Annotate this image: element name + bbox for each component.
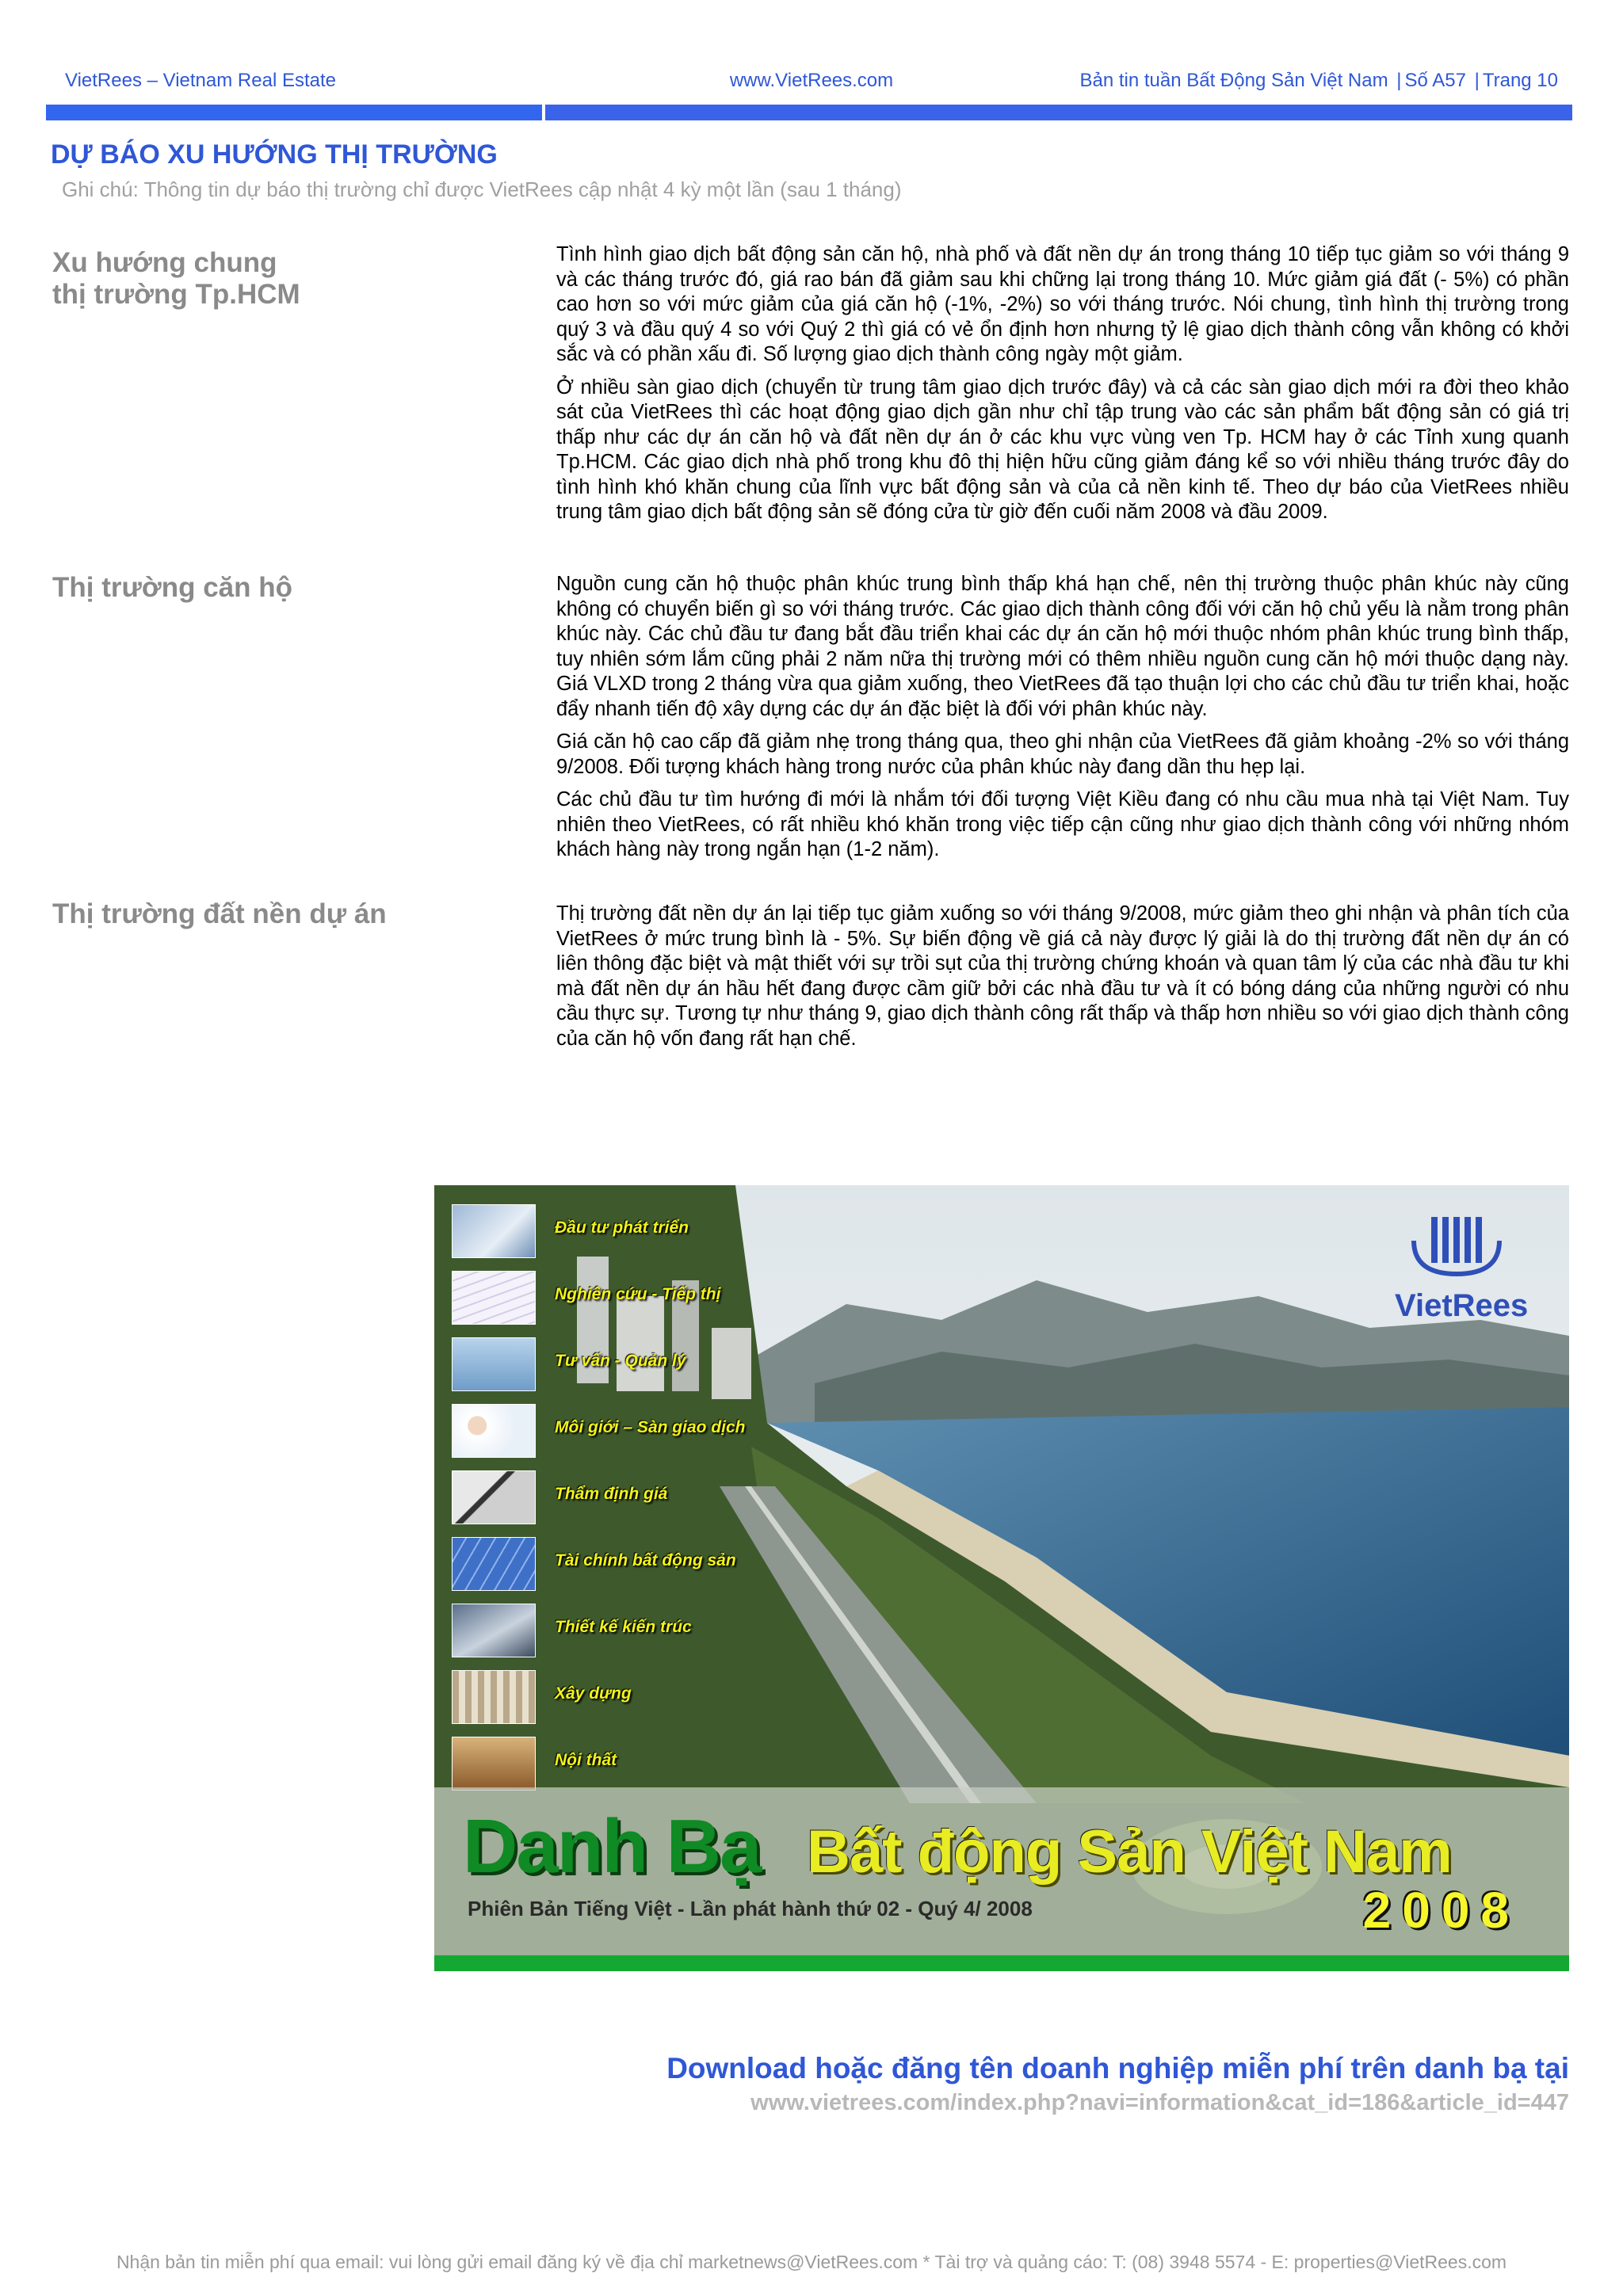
ad-bottom-stripe: [434, 1955, 1569, 1971]
directory-ad-banner[interactable]: [434, 1185, 1569, 1971]
service-item-consulting[interactable]: [452, 1337, 737, 1394]
header-rule-right: [545, 105, 1572, 120]
section-title: DỰ BÁO XU HƯỚNG THỊ TRƯỜNG: [51, 139, 498, 170]
service-label: Nghiên cứu - Tiếp thị: [555, 1285, 721, 1303]
header-site-name: VietRees – Vietnam Real Estate: [65, 70, 336, 91]
topic-heading-market-trend: [52, 247, 300, 311]
paragraph: Nguồn cung căn hộ thuộc phân khúc trung bình thấp khá hạn chế, nên thị trường thuộc phân khúc này cũng không có chuyển biến gì so với tháng trước. Các giao dịch thành công đối với căn hộ chủ yếu là nằm trong phân khúc này. Các chủ đầu tư đang bắt đầu triển khai các dự án căn hộ mới thuộc nhóm phân khúc trung bình thấp, tuy nhiên sớm lắm cũng phải 2 năm nữa thị trường mới có thêm nhiều nguồn cung căn hộ mới thuộc dạng này. Giá VLXD trong 2 tháng vừa qua giảm xuống, theo VietRees đã tạo thuận lợi cho các chủ đầu tư triển khai, hoặc đẩy nhanh tiến độ xây dựng các dự án đặc biệt là đối với phân khúc này.: [556, 573, 1569, 720]
directory-title-country: Bất động Sản Việt Nam: [807, 1818, 1452, 1886]
chart-paper-icon: [452, 1271, 536, 1325]
paragraph: Các chủ đầu tư tìm hướng đi mới là nhắm tới đối tượng Việt Kiều đang có nhu cầu mua nhà tại Việt Nam. Tuy nhiên theo VietRees, có rất nhiều khó khăn trong việc tiếp cận cũng như giao dịch thành công với những nhóm khách hàng này trong ngắn hạn (1-2 năm).: [556, 788, 1569, 860]
service-item-brokerage[interactable]: [452, 1404, 746, 1461]
header-separator: |: [1396, 70, 1402, 91]
service-label: Tài chính bất động sản: [555, 1551, 736, 1569]
heading-line: Thị trường đất nền dự án: [52, 898, 387, 929]
heading-line: Thị trường căn hộ: [52, 572, 292, 603]
solar-panel-icon: [452, 1537, 536, 1591]
page-number: Trang 10: [1482, 70, 1558, 91]
edition-subtitle: Phiên Bản Tiếng Việt - Lần phát hành thứ 02 - Quý 4/ 2008: [468, 1897, 1033, 1920]
service-label: Nội thất: [555, 1751, 617, 1769]
service-item-research[interactable]: [452, 1271, 737, 1328]
topic-body-apartments: [556, 572, 1569, 871]
service-label: Thiết kế kiến trúc: [555, 1618, 692, 1636]
header-separator: |: [1474, 70, 1480, 91]
meeting-icon: [452, 1337, 536, 1391]
paragraph: Tình hình giao dịch bất động sản căn hộ, nhà phố và đất nền dự án trong tháng 10 tiếp tục giảm so với tháng 9 và các tháng trước đó, giá rao bán đã giảm sau khi chững lại trong tháng 10. Mức giảm giá đất (- 5%) có phần cao hơn so với mức giảm của giá căn hộ (-1%, -2%) so với tháng trước. Nói chung, tình hình thị trường trong quý 3 và đầu quý 4 so với Quý 2 thì giá có vẻ ổn định hơn nhưng tỷ lệ giao dịch thành công vẫn không có khởi sắc và có phần xấu đi. Số lượng giao dịch thành công ngày một giảm.: [556, 243, 1569, 365]
service-label: Môi giới – Sàn giao dịch: [555, 1418, 746, 1436]
download-url-link[interactable]: www.vietrees.com/index.php?navi=information&cat_id=186&article_id=447: [750, 2090, 1569, 2115]
paragraph: Giá căn hộ cao cấp đã giảm nhẹ trong tháng qua, theo ghi nhận của VietRees đã giảm khoảng -2% so với tháng 9/2008. Đối tượng khách hàng trong nước của phân khúc này đang dần thu hẹp lại.: [556, 730, 1569, 778]
building-glass-icon: [452, 1204, 536, 1258]
topic-heading-land-projects: [52, 898, 387, 930]
service-label: Đầu tư phát triển: [555, 1219, 689, 1237]
header-website-link[interactable]: www.VietRees.com: [729, 70, 894, 91]
service-label: Xây dựng: [555, 1684, 632, 1703]
paragraph: Ở nhiều sàn giao dịch (chuyển từ trung tâm giao dịch trước đây) và cả các sàn giao dịch mới ra đời theo khảo sát của VietRees thì các hoạt động giao dịch gần như chỉ tập trung vào các sản phẩm bất động sản có giá trị thấp như các dự án căn hộ và đất nền dự án ở các khu vực vùng ven Tp. HCM hay ở các Tỉnh xung quanh Tp.HCM. Các giao dịch nhà phố trong khu đô thị hiện hữu cũng giảm đáng kể so với nhiều tháng trước đây do tình hình khó khăn chung của lĩnh vực bất động sản và của cả nền kinh tế. Theo dự báo của VietRees nhiều trung tâm giao dịch bất động sản sẽ đóng cửa từ giờ đến cuối năm 2008 và đầu 2009.: [556, 376, 1569, 523]
heading-line: Xu hướng chung: [52, 247, 277, 278]
vietrees-logo-text: VietRees: [1395, 1288, 1529, 1323]
header-rule-left: [46, 105, 542, 120]
topic-body-market-trend: [556, 242, 1569, 533]
edition-year: 2008: [1362, 1882, 1520, 1939]
construction-icon: [452, 1670, 536, 1724]
service-label: Thẩm định giá: [555, 1485, 668, 1503]
paragraph: Thị trường đất nền dự án lại tiếp tục giảm xuống so với tháng 9/2008, mức giảm theo ghi nhận và phân tích của VietRees ở mức trung bình là - 5%. Sự biến động về giá cả này được lý giải là do thị trường đất nền dự án có liên thông đặc biệt và mật thiết với sự trồi sụt của thị trường chứng khoán và quan tâm lý của các nhà đầu tư khi mà đất nền dự án hầu hết đang được cầm giữ bởi các nhà đầu tư và ít có bóng dáng của những người có nhu cầu thực sự. Tương tự như tháng 9, giao dịch thành công rất thấp và thấp hơn nhiều so với giao dịch thành công của căn hộ vốn đang rất hạn chế.: [556, 902, 1569, 1050]
pen-document-icon: [452, 1470, 536, 1524]
service-item-valuation[interactable]: [452, 1470, 737, 1527]
service-item-construction[interactable]: [452, 1670, 737, 1727]
interior-icon: [452, 1737, 536, 1791]
download-link-title[interactable]: Download hoặc đăng tên doanh nghiệp miễn phí trên danh bạ tại: [666, 2052, 1569, 2084]
section-note: Ghi chú: Thông tin dự báo thị trường chỉ được VietRees cập nhật 4 kỳ một lần (sau 1 tháng): [62, 177, 902, 201]
service-item-investment[interactable]: [452, 1204, 737, 1261]
directory-title: Danh Bạ: [463, 1804, 761, 1889]
service-item-architecture[interactable]: [452, 1604, 737, 1661]
architecture-icon: [452, 1604, 536, 1657]
service-item-interior[interactable]: [452, 1737, 737, 1794]
topic-body-land-projects: [556, 902, 1569, 1059]
heading-line: thị trường Tp.HCM: [52, 279, 300, 310]
issue-number: Số A57: [1404, 70, 1466, 91]
service-label: Tư vấn - Quản lý: [555, 1352, 686, 1370]
header-bulletin-info: [1079, 70, 1558, 92]
team-people-icon: [452, 1404, 536, 1458]
topic-heading-apartments: [52, 572, 292, 604]
service-item-finance[interactable]: [452, 1537, 737, 1594]
bulletin-title: Bản tin tuần Bất Động Sản Việt Nam: [1079, 70, 1388, 91]
footer-contact-info: Nhận bản tin miễn phí qua email: vui lòng gửi email đăng ký về địa chỉ marketnews@VietRees.com * Tài trợ và quảng cáo: T: (08) 3948 5574 - E: properties@VietRees.com: [116, 2252, 1507, 2272]
